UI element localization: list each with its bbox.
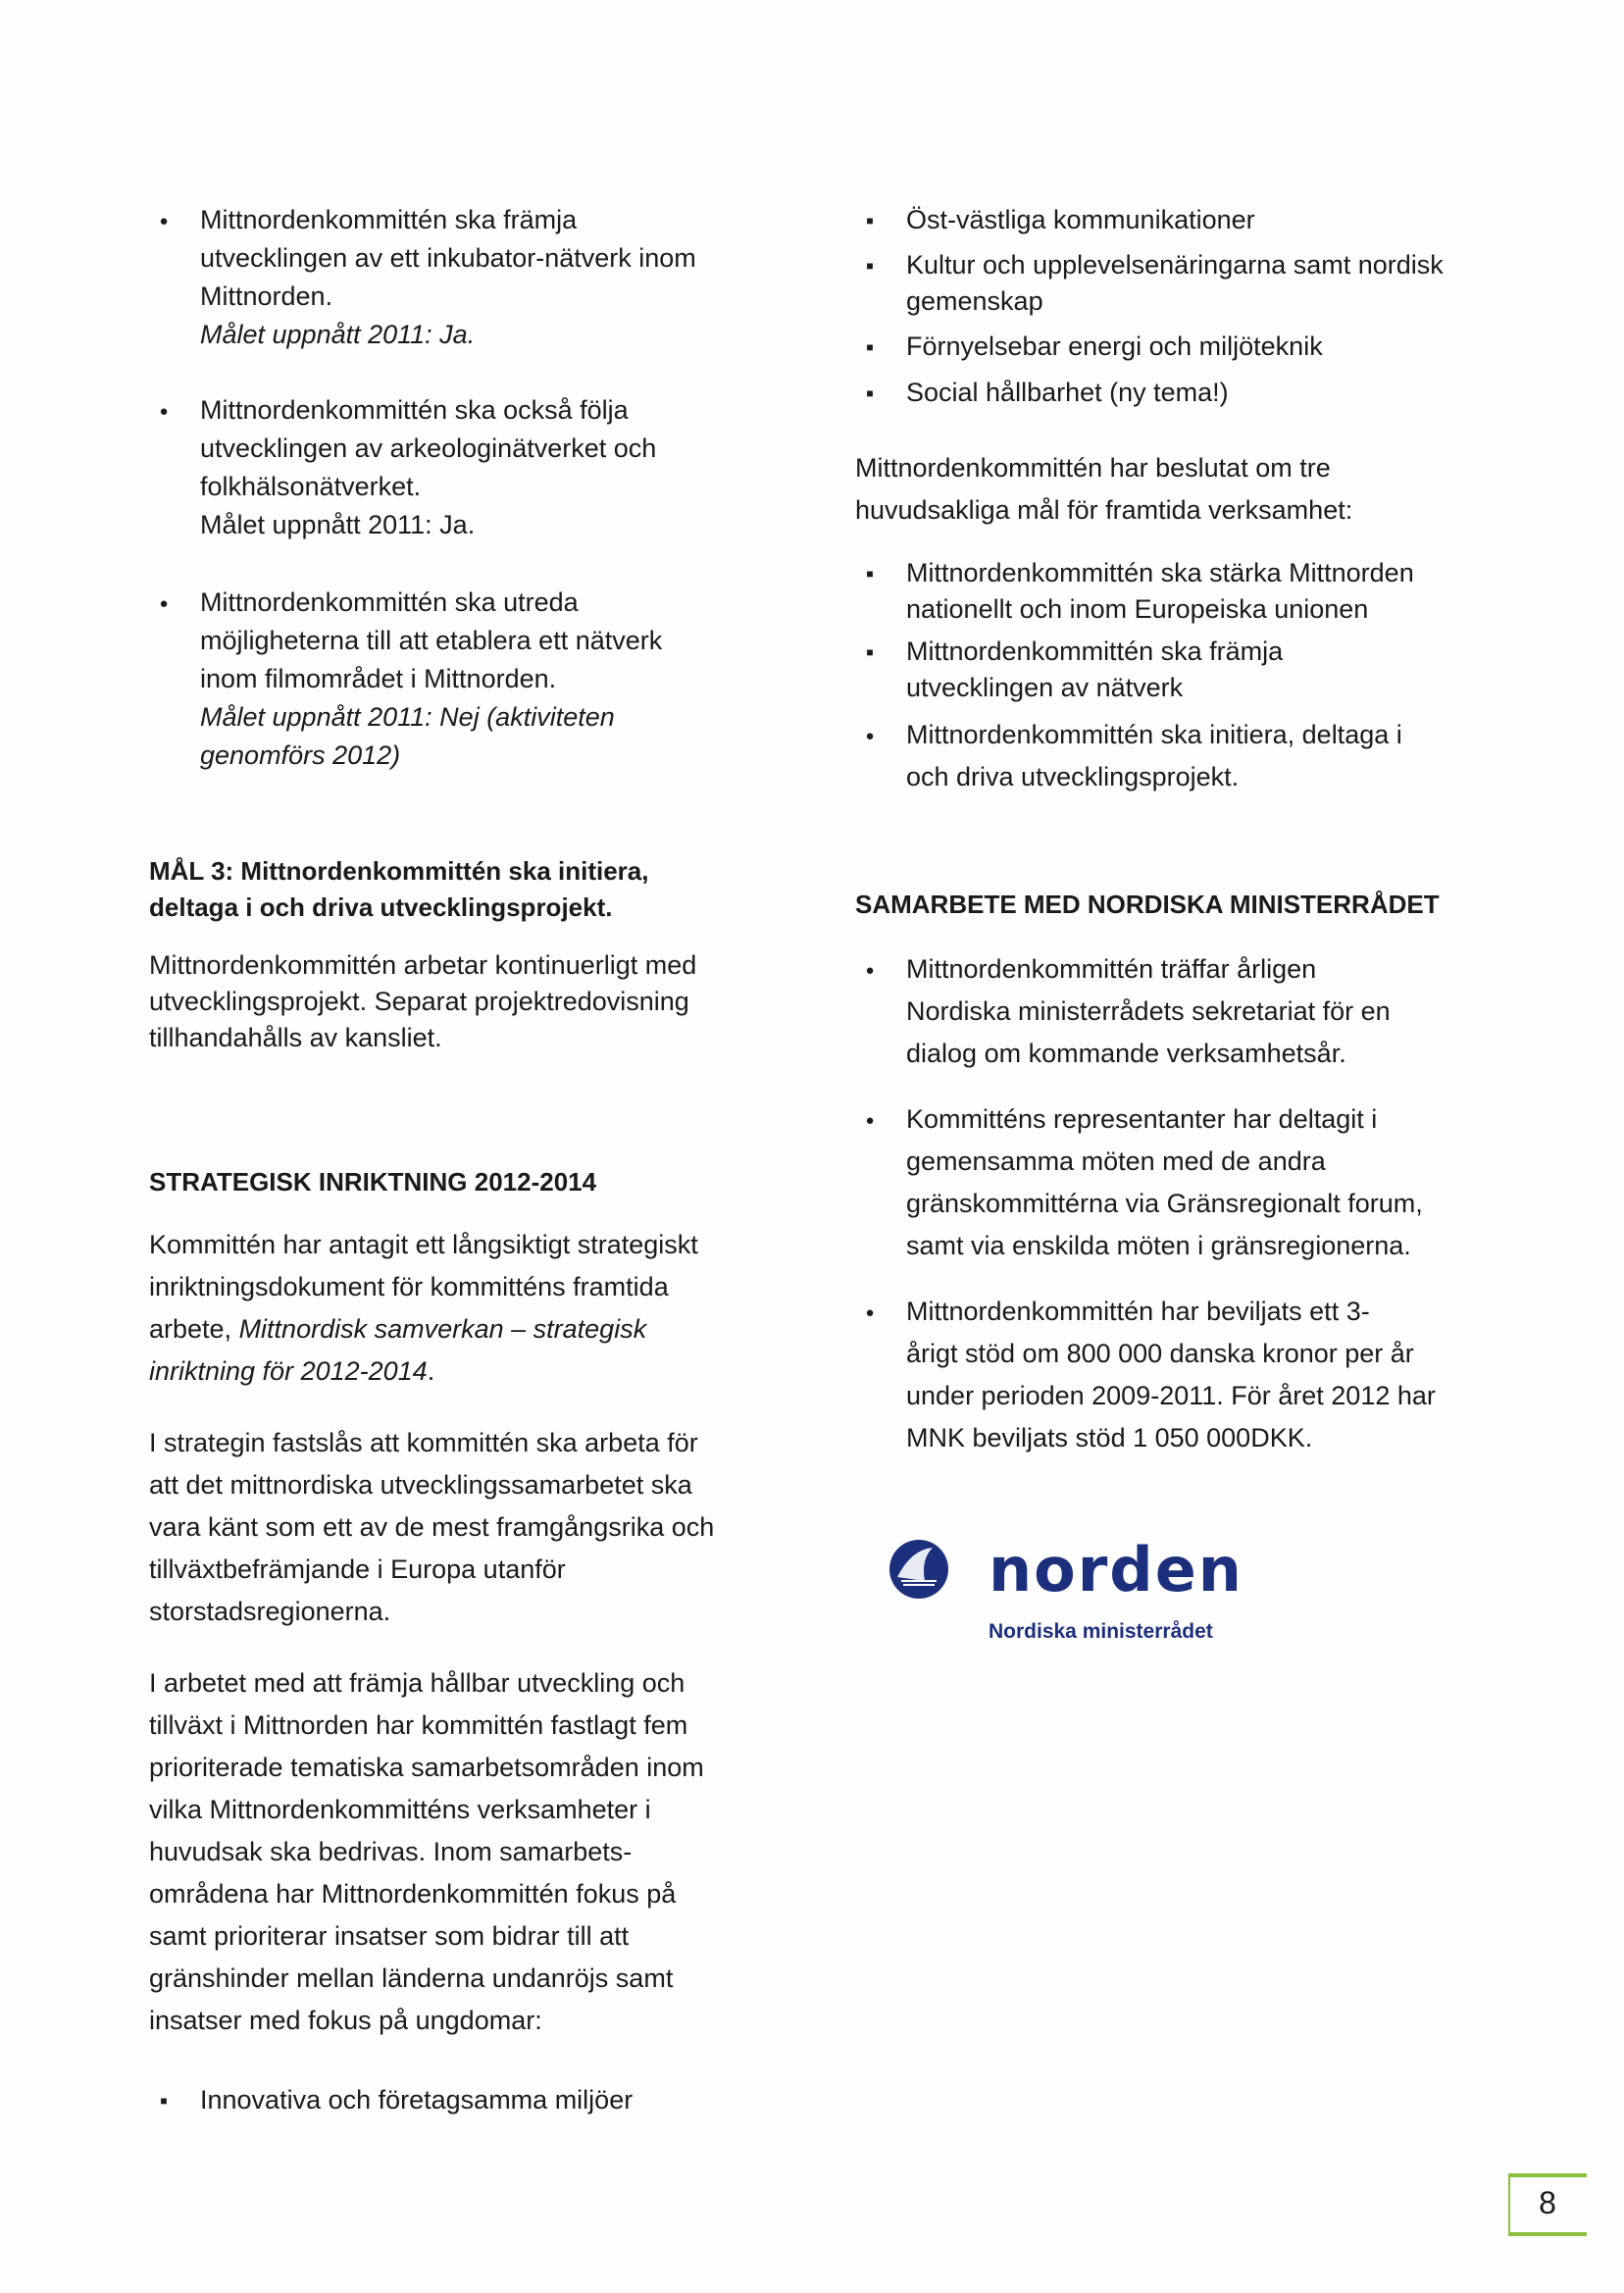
bullet-line: Kommitténs representanter har deltagit i bbox=[906, 1104, 1378, 1134]
council-heading: SAMARBETE MED NORDISKA MINISTERRÅDET bbox=[855, 890, 1440, 919]
bullet-dot-icon bbox=[855, 948, 885, 994]
text-line: prioriterade tematiska samarbetsområden inom bbox=[149, 1753, 704, 1782]
text-line: Mittnordenkommittén arbetar kontinuerligt med bbox=[149, 950, 697, 980]
bullet-line: Nordiska ministerrådets sekretariat för en bbox=[906, 996, 1391, 1026]
goal-bullet bbox=[149, 584, 777, 775]
text-line: utvecklingsprojekt. Separat projektredovisning bbox=[149, 987, 689, 1016]
text-line bbox=[149, 1308, 777, 1350]
strategy-paragraph bbox=[149, 1422, 777, 1633]
area-bullet bbox=[149, 2081, 777, 2119]
bullet-square-icon bbox=[855, 328, 885, 371]
text-line: storstadsregionerna. bbox=[149, 1597, 391, 1626]
text-line: huvudsakliga mål för framtida verksamhet: bbox=[855, 495, 1353, 525]
text-span: arbete, bbox=[149, 1314, 239, 1344]
area-bullet bbox=[855, 374, 1502, 412]
bullet-dot-icon bbox=[855, 1291, 885, 1337]
bullet-line: Innovativa och företagsamma miljöer bbox=[200, 2085, 634, 2115]
text-line: vilka Mittnordenkommitténs verksamheter i bbox=[149, 1795, 651, 1824]
document-title-italic: inriktning för 2012-2014 bbox=[149, 1356, 428, 1386]
bullet-line: inom filmområdet i Mittnorden. bbox=[200, 664, 557, 693]
strategy-heading: STRATEGISK INRIKTNING 2012-2014 bbox=[149, 1167, 597, 1197]
goal-status: Målet uppnått 2011: Nej (aktiviteten bbox=[200, 702, 615, 732]
bullet-line: MNK beviljats stöd 1 050 000DKK. bbox=[906, 1423, 1313, 1452]
bullet-line: Mittnordenkommittén har beviljats ett 3- bbox=[906, 1297, 1370, 1326]
bullet-line: gemensamma möten med de andra bbox=[906, 1146, 1326, 1176]
bullet-square-icon bbox=[149, 2081, 178, 2124]
goal3-text bbox=[149, 947, 777, 1056]
bullet-line: utvecklingen av nätverk bbox=[906, 673, 1184, 702]
main-goal-bullet bbox=[855, 634, 1502, 706]
swan-logo-icon bbox=[888, 1538, 950, 1601]
logo-wordmark: norden bbox=[989, 1534, 1243, 1605]
area-bullet bbox=[855, 328, 1502, 366]
text-line: tillväxt i Mittnorden har kommittén fastlagt fem bbox=[149, 1710, 688, 1740]
council-bullet bbox=[855, 948, 1502, 1075]
goal-status: genomförs 2012) bbox=[200, 740, 401, 770]
page-number: 8 bbox=[1539, 2185, 1556, 2220]
bullet-dot-icon bbox=[149, 584, 178, 626]
bullet-dot-icon bbox=[149, 391, 178, 433]
text-line: gränshinder mellan länderna undanröjs samt bbox=[149, 1963, 674, 1993]
bullet-square-icon bbox=[855, 201, 885, 244]
main-goal-bullet bbox=[855, 714, 1502, 798]
bullet-line: utvecklingen av arkeologinätverket och bbox=[200, 433, 657, 463]
bullet-line: utvecklingen av ett inkubator-nätverk inom bbox=[200, 243, 696, 273]
bullet-line: Mittnordenkommittén ska initiera, deltaga i bbox=[906, 720, 1402, 749]
document-title-italic: Mittnordisk samverkan – strategisk bbox=[238, 1314, 647, 1344]
right-column bbox=[855, 201, 1502, 1459]
page-number-bar bbox=[1508, 2232, 1587, 2236]
bullet-dot-icon bbox=[855, 1098, 885, 1145]
page-number-rule bbox=[1508, 2175, 1510, 2232]
bullet-line: samt via enskilda möten i gränsregionerna. bbox=[906, 1231, 1411, 1260]
bullet-line: gemenskap bbox=[906, 286, 1043, 316]
bullet-line: Mittnordenkommittén ska stärka Mittnorden bbox=[906, 558, 1414, 587]
bullet-dot-icon bbox=[855, 714, 885, 760]
bullet-line: Mittnordenkommittén ska främja bbox=[200, 205, 578, 234]
left-column bbox=[149, 201, 777, 2119]
bullet-line: möjligheterna till att etablera ett nätverk bbox=[200, 626, 663, 655]
bullet-line: nationellt och inom Europeiska unionen bbox=[906, 594, 1369, 624]
bullet-line: årigt stöd om 800 000 danska kronor per år bbox=[906, 1339, 1414, 1368]
bullet-line: Mittnorden. bbox=[200, 281, 333, 311]
bullet-square-icon bbox=[855, 247, 885, 288]
text-span: . bbox=[427, 1356, 435, 1386]
heading-line: deltaga i och driva utvecklingsprojekt. bbox=[149, 892, 613, 922]
bullet-line: Mittnordenkommittén ska utreda bbox=[200, 587, 579, 617]
bullet-line: Mittnordenkommittén ska främja bbox=[906, 637, 1284, 666]
bullet-line: Förnyelsebar energi och miljöteknik bbox=[906, 331, 1323, 361]
area-bullet bbox=[855, 201, 1502, 239]
goal-bullet bbox=[149, 391, 777, 544]
council-bullet bbox=[855, 1098, 1502, 1267]
text-line: tillhandahålls av kansliet. bbox=[149, 1023, 442, 1052]
text-line: tillväxtbefrämjande i Europa utanför bbox=[149, 1554, 566, 1584]
text-line: inriktningsdokument för kommitténs framtida bbox=[149, 1272, 669, 1301]
text-line: insatser med fokus på ungdomar: bbox=[149, 2006, 542, 2035]
page-number-bar bbox=[1508, 2173, 1587, 2177]
goal3-heading bbox=[149, 853, 777, 926]
goal-status: Målet uppnått 2011: Ja. bbox=[200, 320, 476, 349]
bullet-square-icon bbox=[855, 634, 885, 675]
text-line: vara känt som ett av de mest framgångsrika och bbox=[149, 1512, 715, 1542]
text-line: huvudsak ska bedrivas. Inom samarbets- bbox=[149, 1837, 633, 1866]
bullet-line: under perioden 2009-2011. För året 2012 har bbox=[906, 1381, 1436, 1410]
text-line: Kommittén har antagit ett långsiktigt strategiskt bbox=[149, 1230, 698, 1259]
goal-status: Målet uppnått 2011: Ja. bbox=[200, 510, 476, 539]
bullet-line: gränskommittérna via Gränsregionalt forum, bbox=[906, 1189, 1423, 1218]
area-bullet bbox=[855, 247, 1502, 320]
bullet-line: och driva utvecklingsprojekt. bbox=[906, 762, 1240, 791]
text-line: I arbetet med att främja hållbar utveckling och bbox=[149, 1668, 685, 1698]
goals-intro bbox=[855, 447, 1502, 532]
bullet-line: dialog om kommande verksamhetsår. bbox=[906, 1039, 1346, 1068]
bullet-line: Social hållbarhet (ny tema!) bbox=[906, 378, 1229, 407]
text-line: samt prioriterar insatser som bidrar till att bbox=[149, 1921, 630, 1951]
bullet-line: folkhälsonätverket. bbox=[200, 472, 422, 501]
text-line: att det mittnordiska utvecklingssamarbetet ska bbox=[149, 1470, 692, 1500]
text-line: områdena har Mittnordenkommittén fokus på bbox=[149, 1879, 677, 1909]
bullet-line: Mittnordenkommittén träffar årligen bbox=[906, 954, 1317, 984]
heading-line: MÅL 3: Mittnordenkommittén ska initiera, bbox=[149, 856, 649, 886]
bullet-square-icon bbox=[855, 555, 885, 596]
text-line: Mittnordenkommittén har beslutat om tre bbox=[855, 453, 1331, 483]
strategy-paragraph bbox=[149, 1662, 777, 2042]
main-goal-bullet bbox=[855, 555, 1502, 628]
bullet-line: Mittnordenkommittén ska också följa bbox=[200, 395, 629, 425]
text-line bbox=[149, 1350, 777, 1393]
council-bullet bbox=[855, 1291, 1502, 1459]
strategy-paragraph bbox=[149, 1224, 777, 1393]
norden-logo bbox=[888, 1534, 1299, 1646]
bullet-line: Öst-västliga kommunikationer bbox=[906, 205, 1255, 234]
bullet-square-icon bbox=[855, 374, 885, 417]
text-line: I strategin fastslås att kommittén ska arbeta för bbox=[149, 1428, 698, 1457]
bullet-dot-icon bbox=[149, 201, 178, 243]
goal-bullet bbox=[149, 201, 777, 354]
logo-subtitle: Nordiska ministerrådet bbox=[989, 1620, 1213, 1643]
bullet-line: Kultur och upplevelsenäringarna samt nordisk bbox=[906, 250, 1444, 280]
